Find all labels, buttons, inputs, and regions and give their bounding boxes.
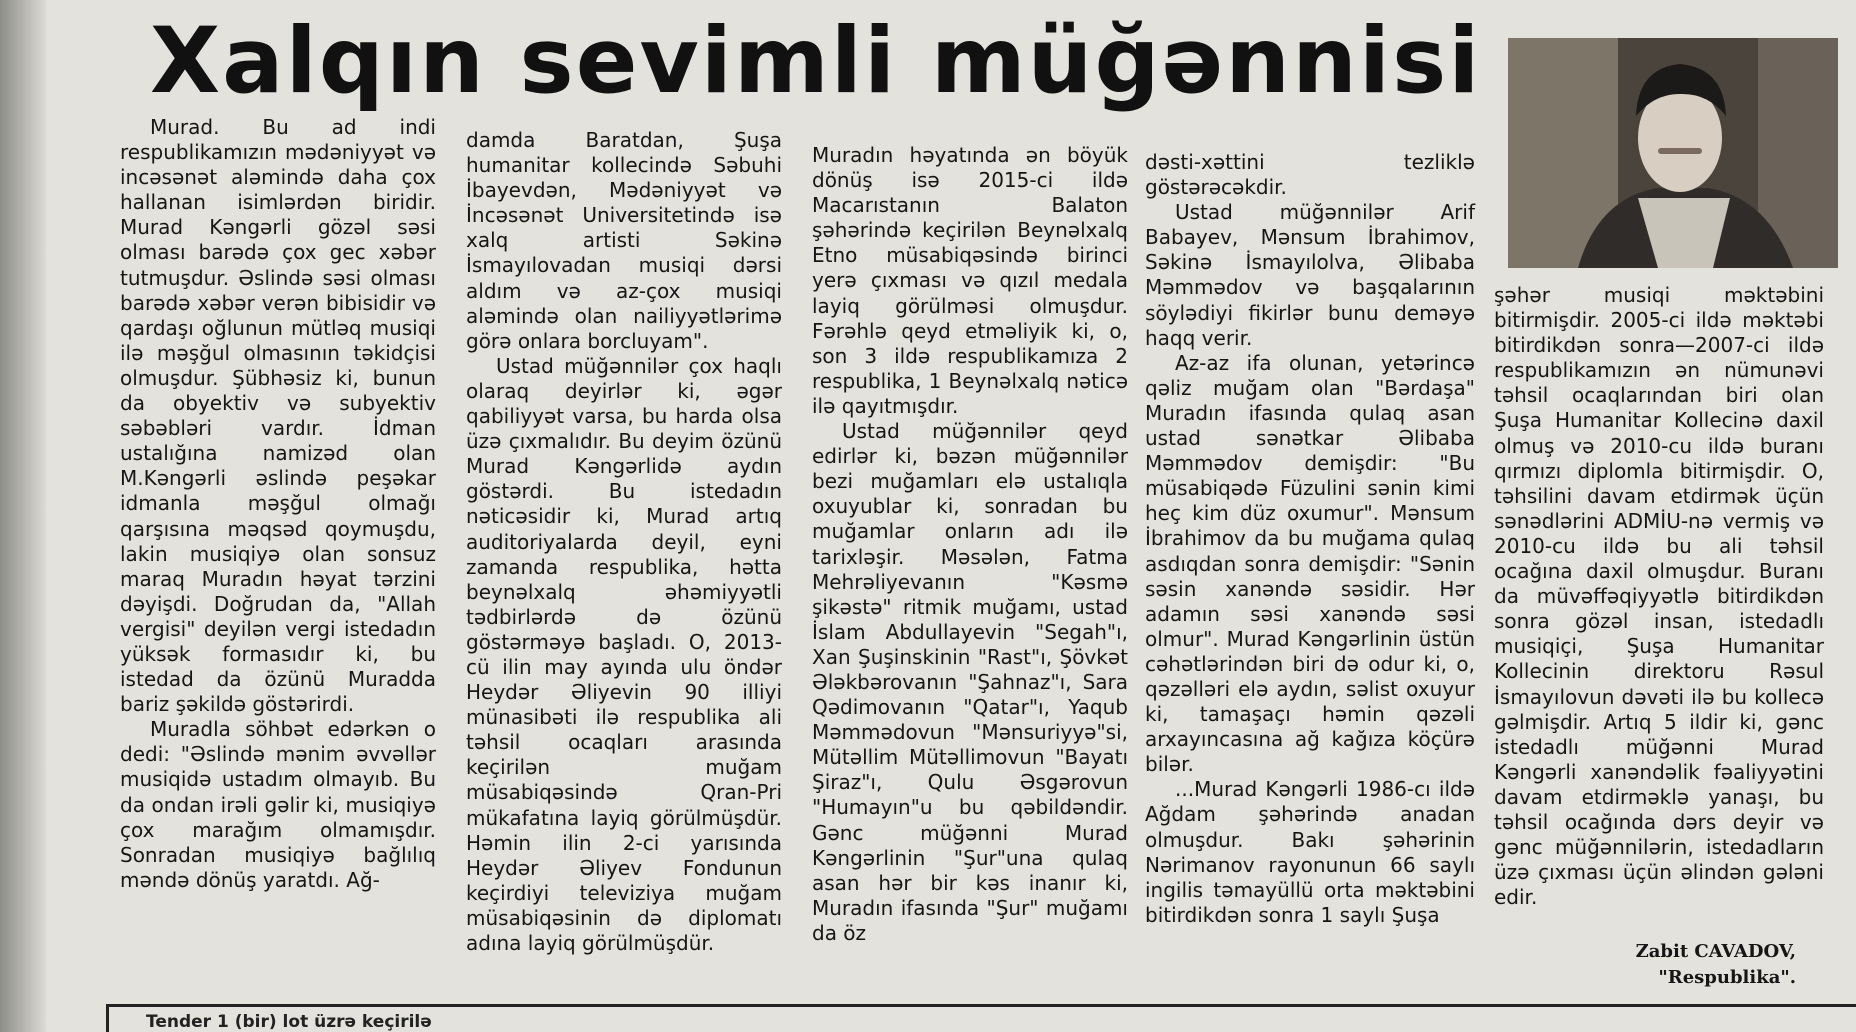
paragraph: Ustad müğənnilər Arif Babayev, Mənsum İbrahimov, Səkinə İsmayılolva, Əlibaba Məmmədov və başqalarının söylədiyi fikirlər bunu deməyə haqq verir. (1145, 200, 1475, 350)
paragraph: Murad. Bu ad indi respublikamızın mədəniyyət və incəsənət aləmində daha çox hallanan isimlərdən biridir. Murad Kəngərli gözəl səsi olması barədə çox gec xəbər tutmuşdur. Əslində səsi olması barədə xəbər verən bibisidir və qardaşı oğlunun mütləq musiqi ilə məşğul olmasının təkidçisi olmuşdur. Şübhəsiz ki, bunun da obyektiv və subyektiv səbəbləri vardır. İdman ustalığına namizəd olan M.Kəngərli əslində peşəkar idmanla məşğul olmağı qarşısına məqsəd qoymuşdu, lakin musiqiyə olan sonsuz maraq Muradın həyat tərzini dəyişdi. Doğrudan da, "Allah vergisi" deyilən vergi istedadın yüksək formasıdır ki, bu istedad da özünü Muradda bariz şəkildə göstərirdi. (120, 115, 436, 717)
page-gutter-shadow (0, 0, 46, 1032)
article-column-2 (466, 128, 782, 956)
paragraph: ...Murad Kəngərli 1986-cı ildə Ağdam şəhərində anadan olmuşdur. Bakı şəhərinin Nərimanov rayonunun 66 saylı ingilis təmayüllü orta məktəbini bitirdikdən sonra 1 saylı Şuşa (1145, 777, 1475, 927)
article-headline: Xalqın sevimli müğənnisi (150, 9, 1482, 114)
paragraph: dəsti-xəttini tezliklə göstərəcəkdir. (1145, 150, 1475, 200)
portrait-illustration (1508, 38, 1838, 268)
article-column-1 (120, 115, 436, 893)
article-column-3 (812, 143, 1128, 946)
paragraph: damda Baratdan, Şuşa humanitar kollecində Səbuhi İbayevdən, Mədəniyyət və İncəsənət Universitetində isə xalq artisti Səkinə İsmayılovadan musiqi dərsi aldım və az-çox musiqi aləmində olan nailiyyətlərimə görə onlara borcluyam". (466, 128, 782, 353)
article-column-5 (1494, 283, 1824, 910)
portrait-photo-icon (1508, 38, 1838, 268)
paragraph: Ustad müğənnilər qeyd edirlər ki, bəzən müğənnilər bezi muğamları elə ustalıqla oxuyublar ki, sonradan bu muğamlar onların adı ilə tarixləşir. Məsələn, Fatma Mehrəliyevanın "Kəsmə şikəstə" ritmik muğamı, ustad İslam Abdullayevin "Segah"ı, Xan Şuşinskinin "Rast"ı, Şövkət Ələkbərovanın "Şahnaz"ı, Sara Qədimovanın "Qatar"ı, Yaqub Məmmədovun "Mənsuriyyə"si, Mütəllim Mütəllimovun "Bayatı Şiraz"ı, Qulu Əsgərovun "Humayın"u bu qəbildəndir. Gənc müğənni Murad Kəngərlinin "Şur"una qulaq asan hər bir kəs inanır ki, Muradın ifasında "Şur" muğamı da öz (812, 419, 1128, 945)
paragraph: Muradın həyatında ən böyük dönüş isə 2015-ci ildə Macarıstanın Balaton şəhərində keçirilən Beynəlxalq Etno müsabiqəsində birinci yerə çıxması və qızıl medala layiq görülməsi olmuşdur. Fərəhlə qeyd etməliyik ki, o, son 3 ildə respublikamıza 2 respublika, 1 Beynəlxalq nəticə ilə qayıtmışdır. (812, 143, 1128, 418)
article-column-4 (1145, 150, 1475, 928)
publication-name: "Respublika". (1658, 967, 1796, 988)
paragraph: Ustad müğənnilər çox haqlı olaraq deyirlər ki, əgər qabiliyyət varsa, bu harda olsa üzə çıxmalıdır. Bu deyim özünü Murad Kəngərlidə aydın göstərdi. Bu istedadın nəticəsidir ki, Murad artıq auditoriyalarda deyil, eyni zamanda respublika, hətta beynəlxalq əhəmiyyətli tədbirlərdə də özünü göstərməyə başladı. O, 2013-cü ilin may ayında ulu öndər Heydər Əliyevin 90 illiyi münasibəti ilə respublika ali təhsil ocaqları arasında keçirilən muğam müsabiqəsində Qran-Pri mükafatına layiq görülmüşdür. Həmin ilin 2-ci yarısında Heydər Əliyev Fondunun keçirdiyi televiziya muğam müsabiqəsinin də diplomatı adına layiq görülmüşdür. (466, 353, 782, 955)
paragraph: şəhər musiqi məktəbini bitirmişdir. 2005-ci ildə məktəbi bitirdikdən sonra—2007-ci ildə respublikamızın ən nümunəvi təhsil ocaqlarından biri olan Şuşa Humanitar Kollecinə daxil olmuş və 2010-cu ildə buranı qırmızı diplomla bitirmişdir. O, təhsilini davam etdirmək üçün sənədlərini ADMİU-nə vermiş və 2010-cu ildə bu ali təhsil ocağına daxil olmuşdur. Buranı da müvəffəqiyyətlə bitirdikdən sonra gözəl insan, istedadlı musiqiçi, Şuşa Humanitar Kollecinin direktoru Rəsul İsmayılovun dəvəti ilə bu kollecə gəlmişdir. Artıq 5 ildir ki, gənc istedadlı müğənni Murad Kəngərli xanəndəlik fəaliyyətini davam etdirməklə yanaşı, bu təhsil ocağında dərs deyir və gənc müğənnilərin, istedadların üzə çıxması üçün əlindən gələni edir. (1494, 283, 1824, 910)
author-name: Zabit CAVADOV, (1635, 941, 1796, 962)
article-byline (1560, 939, 1796, 991)
next-article-snippet: Tender 1 (bir) lot üzrə keçirilə (146, 1012, 432, 1032)
paragraph: Az-az ifa olunan, yetərincə qəliz muğam olan "Bərdaşa" Muradın ifasında qulaq asan ustad sənətkar Əlibaba Məmmədov demişdir: "Bu müsabiqədə Füzulini sənin kimi heç kim düz oxumur". Mənsum İbrahimov da bu muğama qulaq asdıqdan sonra demişdir: "Sənin səsin xanəndə səsidir. Hər adamın səsi xanəndə səsi olmur". Murad Kəngərlinin üstün cəhətlərindən biri də odur ki, o, qəzəlləri elə aydın, səlist oxuyur ki, tamaşaçı həmin qəzəli arxayıncasına ağ kağıza köçürə bilər. (1145, 350, 1475, 777)
paragraph: Muradla söhbət edərkən o dedi: "Əslində mənim əvvəllər musiqidə ustadım olmayıb. Bu da ondan irəli gəlir ki, musiqiyə çox marağım olmamışdır. Sonradan musiqiyə bağlılıq məndə dönüş yaratdı. Ağ- (120, 717, 436, 892)
